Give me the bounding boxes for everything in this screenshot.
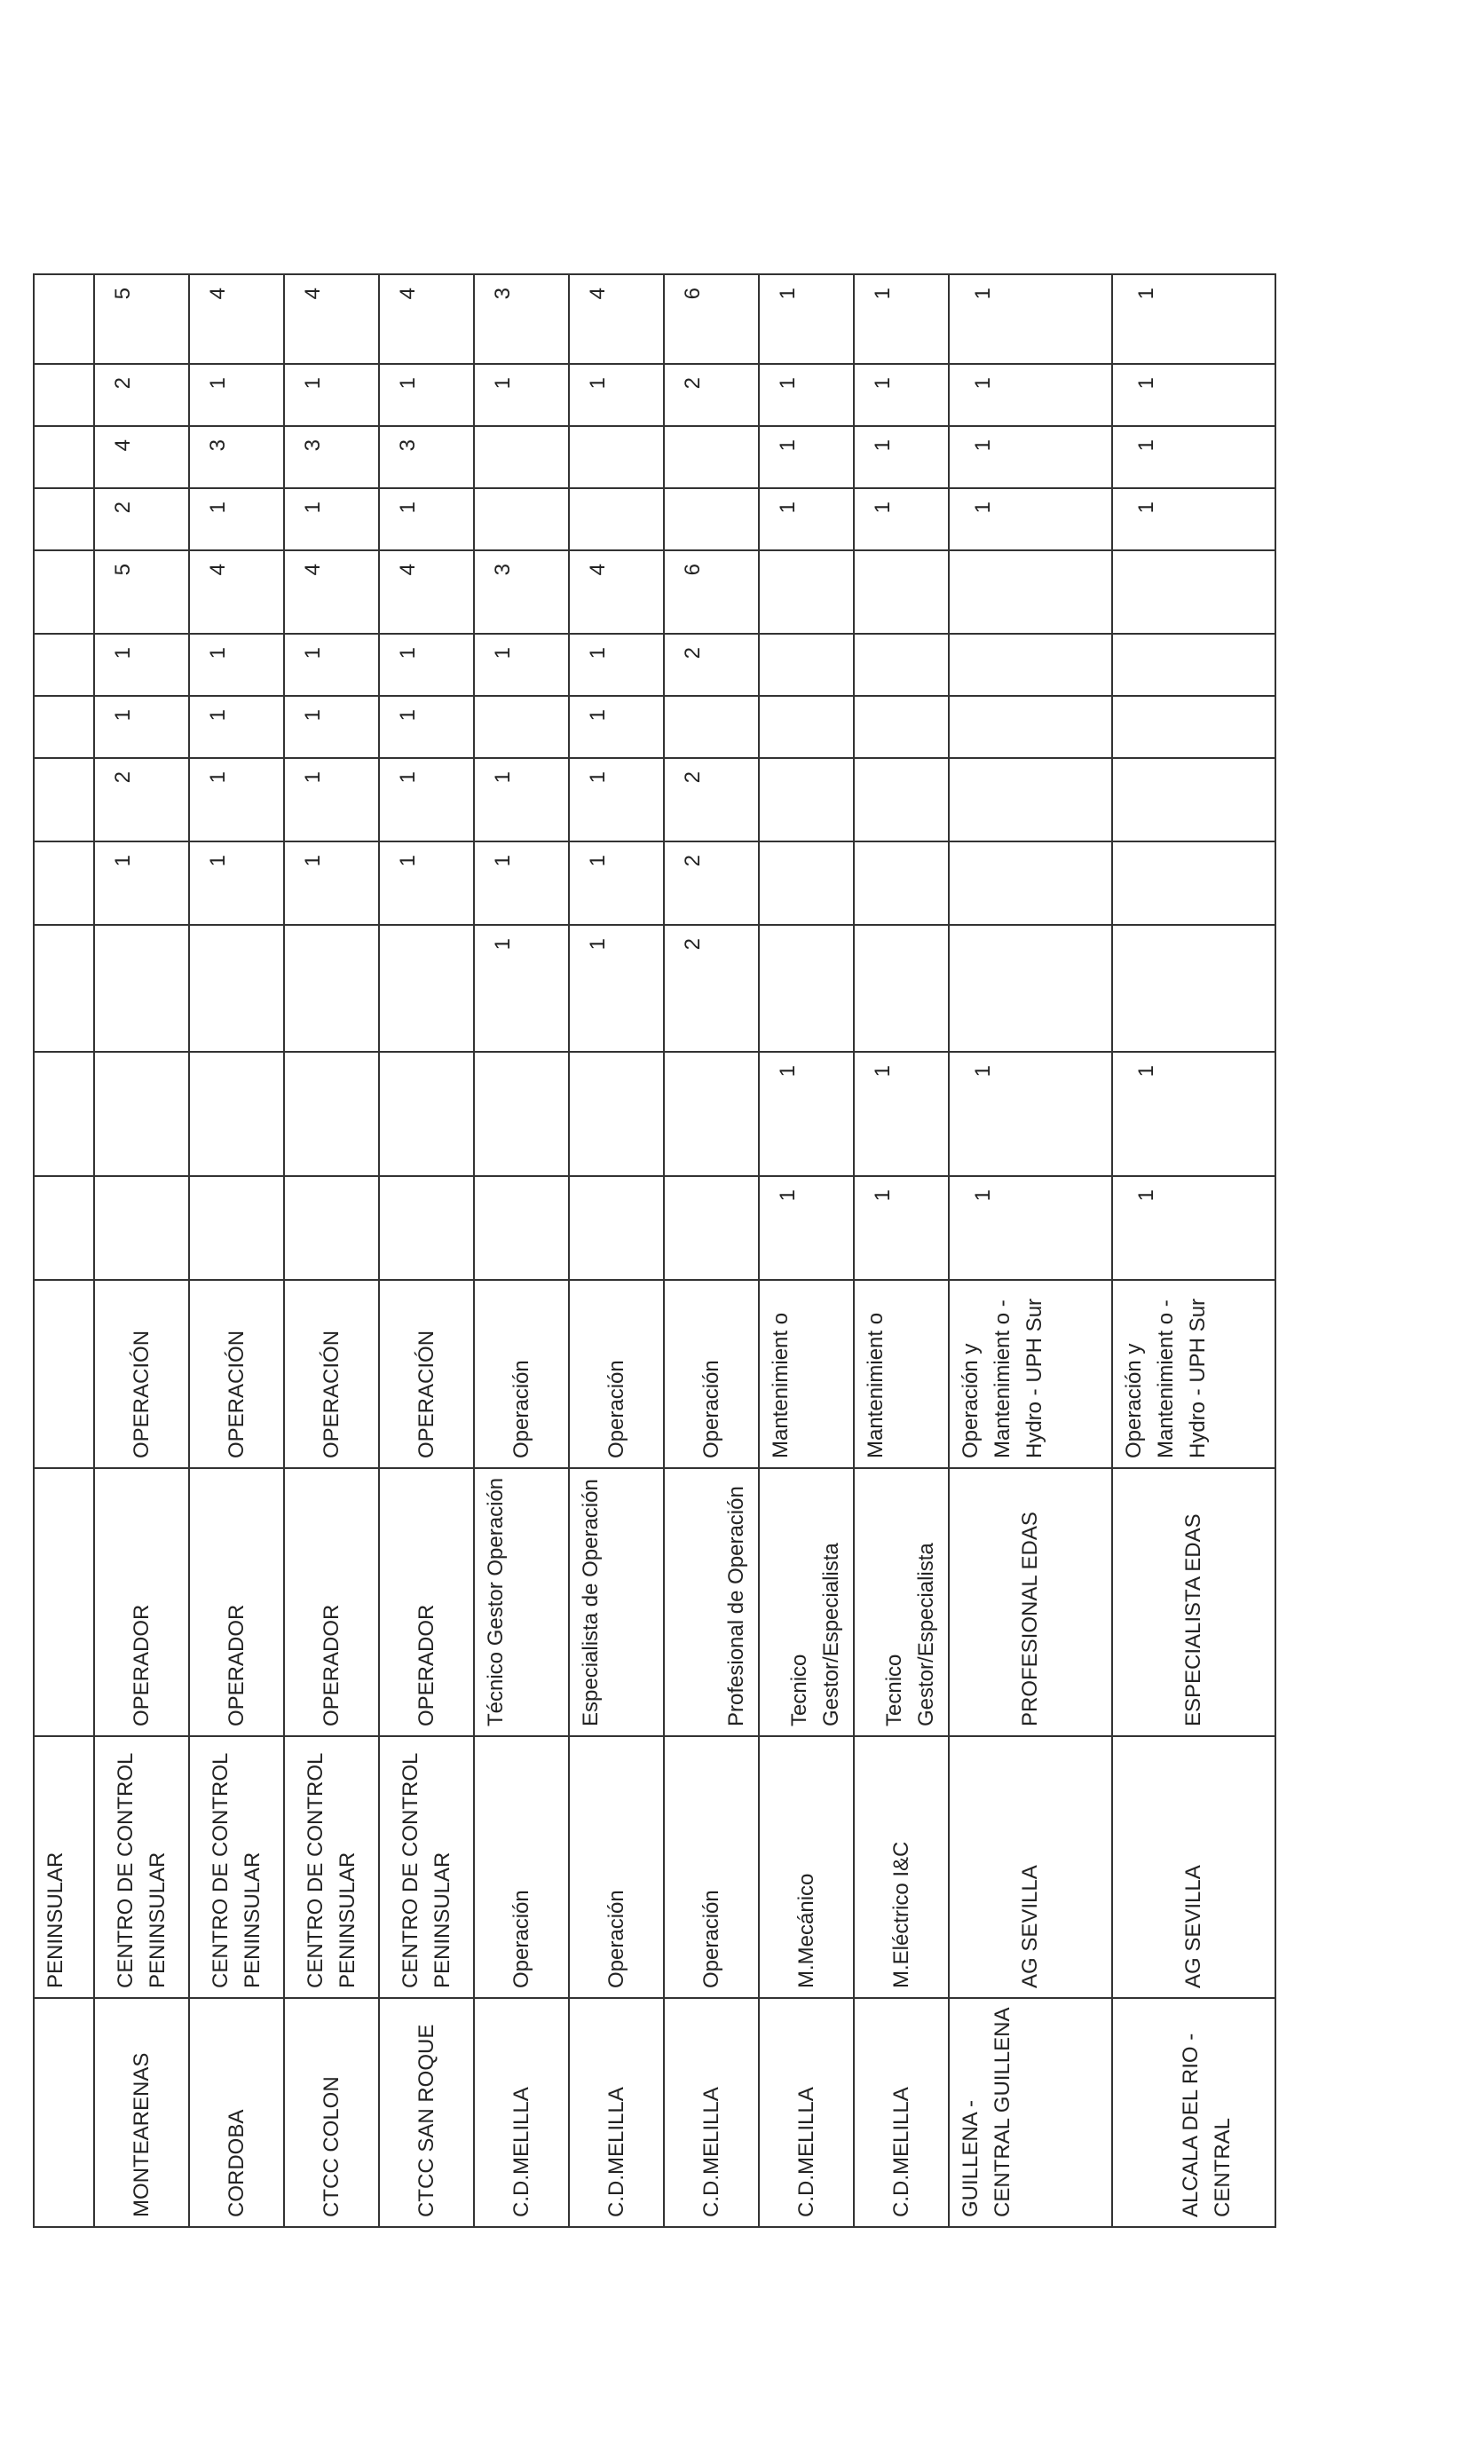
value-cell xyxy=(759,841,854,925)
value-cell: 1 xyxy=(1112,426,1275,488)
value-cell xyxy=(284,1052,379,1176)
header-cell xyxy=(34,488,94,550)
site-cell: CTCC COLON xyxy=(284,1998,379,2227)
value-cell: 4 xyxy=(189,550,284,634)
unit-cell: AG SEVILLA xyxy=(1112,1736,1275,1998)
value-cell: 1 xyxy=(949,364,1112,426)
value-cell xyxy=(474,696,569,758)
unit-cell: CENTRO DE CONTROL PENINSULAR xyxy=(189,1736,284,1998)
value-cell xyxy=(664,488,759,550)
site-cell: C.D.MELILLA xyxy=(664,1998,759,2227)
value-cell: 1 xyxy=(949,1052,1112,1176)
value-cell: 1 xyxy=(1112,1176,1275,1280)
table-row xyxy=(379,274,474,2227)
site-cell: CORDOBA xyxy=(189,1998,284,2227)
value-cell: 2 xyxy=(664,364,759,426)
value-cell: 1 xyxy=(284,758,379,841)
unit-cell: M.Eléctrico I&C xyxy=(854,1736,949,1998)
value-cell xyxy=(854,634,949,696)
value-cell: 1 xyxy=(379,758,474,841)
total-cell: 4 xyxy=(379,274,474,364)
value-cell xyxy=(569,488,664,550)
value-cell xyxy=(664,426,759,488)
table-body xyxy=(34,274,1275,2227)
header-cell xyxy=(34,634,94,696)
unit-cell: CENTRO DE CONTROL PENINSULAR xyxy=(379,1736,474,1998)
total-cell: 1 xyxy=(949,274,1112,364)
value-cell: 1 xyxy=(759,1052,854,1176)
value-cell xyxy=(474,488,569,550)
value-cell: 1 xyxy=(854,426,949,488)
header-cell xyxy=(34,550,94,634)
header-cell-peninsular: PENINSULAR xyxy=(34,1736,94,1998)
table-row xyxy=(284,274,379,2227)
value-cell xyxy=(474,426,569,488)
value-cell: 1 xyxy=(379,488,474,550)
value-cell xyxy=(1112,841,1275,925)
value-cell: 1 xyxy=(94,696,189,758)
value-cell xyxy=(379,1052,474,1176)
total-cell: 5 xyxy=(94,274,189,364)
value-cell xyxy=(94,925,189,1052)
unit-cell: CENTRO DE CONTROL PENINSULAR xyxy=(94,1736,189,1998)
value-cell: 2 xyxy=(94,758,189,841)
table-row xyxy=(759,274,854,2227)
value-cell xyxy=(664,1052,759,1176)
value-cell: 1 xyxy=(854,488,949,550)
total-cell: 6 xyxy=(664,274,759,364)
value-cell: 4 xyxy=(94,426,189,488)
area-cell: Operación xyxy=(664,1280,759,1468)
value-cell xyxy=(949,550,1112,634)
value-cell: 1 xyxy=(284,696,379,758)
value-cell: 1 xyxy=(189,488,284,550)
value-cell: 5 xyxy=(94,550,189,634)
value-cell xyxy=(569,426,664,488)
value-cell: 1 xyxy=(1112,1052,1275,1176)
value-cell: 1 xyxy=(94,634,189,696)
role-cell: OPERADOR xyxy=(189,1468,284,1736)
header-cell xyxy=(34,758,94,841)
site-cell: CTCC SAN ROQUE xyxy=(379,1998,474,2227)
role-cell: OPERADOR xyxy=(94,1468,189,1736)
value-cell: 2 xyxy=(94,488,189,550)
site-cell: ALCALA DEL RIO - CENTRAL xyxy=(1112,1998,1275,2227)
value-cell: 1 xyxy=(284,488,379,550)
value-cell: 1 xyxy=(854,1052,949,1176)
total-cell: 1 xyxy=(759,274,854,364)
value-cell xyxy=(94,1176,189,1280)
value-cell: 1 xyxy=(569,634,664,696)
unit-cell: Operación xyxy=(474,1736,569,1998)
value-cell xyxy=(854,758,949,841)
header-cell xyxy=(34,696,94,758)
unit-cell: CENTRO DE CONTROL PENINSULAR xyxy=(284,1736,379,1998)
value-cell: 2 xyxy=(664,634,759,696)
value-cell: 1 xyxy=(569,758,664,841)
table-row xyxy=(1112,274,1275,2227)
table-row xyxy=(189,274,284,2227)
value-cell: 1 xyxy=(759,364,854,426)
role-cell: Especialista de Operación xyxy=(569,1468,664,1736)
role-cell: OPERADOR xyxy=(284,1468,379,1736)
value-cell xyxy=(284,925,379,1052)
value-cell: 1 xyxy=(759,1176,854,1280)
value-cell: 1 xyxy=(189,634,284,696)
value-cell: 1 xyxy=(474,841,569,925)
header-cell xyxy=(34,426,94,488)
value-cell: 1 xyxy=(189,696,284,758)
header-cell xyxy=(34,1998,94,2227)
value-cell: 1 xyxy=(284,364,379,426)
value-cell xyxy=(949,925,1112,1052)
area-cell: Operación xyxy=(474,1280,569,1468)
value-cell xyxy=(759,925,854,1052)
header-cell xyxy=(34,925,94,1052)
value-cell xyxy=(949,841,1112,925)
value-cell: 1 xyxy=(189,758,284,841)
value-cell: 2 xyxy=(664,841,759,925)
value-cell: 1 xyxy=(474,758,569,841)
area-cell: OPERACIÓN xyxy=(94,1280,189,1468)
area-cell: OPERACIÓN xyxy=(284,1280,379,1468)
value-cell: 4 xyxy=(284,550,379,634)
value-cell: 1 xyxy=(759,488,854,550)
value-cell xyxy=(759,550,854,634)
value-cell xyxy=(949,758,1112,841)
value-cell: 1 xyxy=(189,841,284,925)
unit-cell: Operación xyxy=(569,1736,664,1998)
table-row xyxy=(94,274,189,2227)
total-cell: 4 xyxy=(189,274,284,364)
value-cell xyxy=(569,1176,664,1280)
site-cell: C.D.MELILLA xyxy=(474,1998,569,2227)
value-cell xyxy=(854,841,949,925)
area-cell: Mantenimient o xyxy=(759,1280,854,1468)
header-cell xyxy=(34,841,94,925)
value-cell: 2 xyxy=(664,758,759,841)
value-cell xyxy=(189,1052,284,1176)
header-cell xyxy=(34,1052,94,1176)
value-cell: 1 xyxy=(949,1176,1112,1280)
value-cell: 1 xyxy=(284,841,379,925)
total-cell: 3 xyxy=(474,274,569,364)
value-cell xyxy=(189,925,284,1052)
table-row xyxy=(569,274,664,2227)
value-cell xyxy=(759,696,854,758)
site-cell: C.D.MELILLA xyxy=(569,1998,664,2227)
area-cell: Operación y Mantenimient o - Hydro - UPH Sur xyxy=(949,1280,1112,1468)
total-cell: 1 xyxy=(1112,274,1275,364)
table-row xyxy=(854,274,949,2227)
area-cell: OPERACIÓN xyxy=(379,1280,474,1468)
value-cell: 1 xyxy=(759,426,854,488)
value-cell xyxy=(474,1176,569,1280)
header-cell xyxy=(34,1176,94,1280)
value-cell: 1 xyxy=(94,841,189,925)
header-cell xyxy=(34,1468,94,1736)
value-cell xyxy=(1112,925,1275,1052)
value-cell xyxy=(664,1176,759,1280)
site-cell: MONTEARENAS xyxy=(94,1998,189,2227)
value-cell: 1 xyxy=(379,634,474,696)
value-cell xyxy=(1112,550,1275,634)
value-cell xyxy=(1112,696,1275,758)
total-cell: 4 xyxy=(569,274,664,364)
value-cell: 1 xyxy=(284,634,379,696)
value-cell xyxy=(189,1176,284,1280)
table-row xyxy=(664,274,759,2227)
value-cell: 4 xyxy=(569,550,664,634)
total-cell: 4 xyxy=(284,274,379,364)
value-cell: 1 xyxy=(1112,364,1275,426)
value-cell: 4 xyxy=(379,550,474,634)
value-cell: 1 xyxy=(854,1176,949,1280)
value-cell: 2 xyxy=(664,925,759,1052)
role-cell: Tecnico Gestor/Especialista xyxy=(854,1468,949,1736)
value-cell: 3 xyxy=(284,426,379,488)
value-cell: 1 xyxy=(569,925,664,1052)
unit-cell: Operación xyxy=(664,1736,759,1998)
value-cell: 1 xyxy=(854,364,949,426)
value-cell: 1 xyxy=(379,696,474,758)
value-cell xyxy=(1112,758,1275,841)
role-cell: Técnico Gestor Operación xyxy=(474,1468,569,1736)
value-cell xyxy=(1112,634,1275,696)
value-cell: 1 xyxy=(474,364,569,426)
header-cell xyxy=(34,364,94,426)
rotated-table-wrapper xyxy=(33,275,1267,2228)
role-cell: Tecnico Gestor/Especialista xyxy=(759,1468,854,1736)
value-cell: 1 xyxy=(379,364,474,426)
value-cell: 1 xyxy=(569,841,664,925)
table-row xyxy=(474,274,569,2227)
role-cell: ESPECIALISTA EDAS xyxy=(1112,1468,1275,1736)
area-cell: OPERACIÓN xyxy=(189,1280,284,1468)
value-cell xyxy=(379,925,474,1052)
area-cell: Mantenimient o xyxy=(854,1280,949,1468)
value-cell: 1 xyxy=(949,488,1112,550)
header-cell xyxy=(34,1280,94,1468)
area-cell: Operación y Mantenimient o - Hydro - UPH Sur xyxy=(1112,1280,1275,1468)
value-cell: 6 xyxy=(664,550,759,634)
site-cell: C.D.MELILLA xyxy=(854,1998,949,2227)
value-cell: 1 xyxy=(379,841,474,925)
role-cell: OPERADOR xyxy=(379,1468,474,1736)
value-cell: 1 xyxy=(949,426,1112,488)
site-cell: C.D.MELILLA xyxy=(759,1998,854,2227)
value-cell xyxy=(474,1052,569,1176)
value-cell: 1 xyxy=(474,634,569,696)
value-cell xyxy=(759,634,854,696)
value-cell: 1 xyxy=(569,696,664,758)
value-cell: 2 xyxy=(94,364,189,426)
value-cell: 3 xyxy=(379,426,474,488)
header-cell xyxy=(34,274,94,364)
value-cell xyxy=(854,550,949,634)
total-cell: 1 xyxy=(854,274,949,364)
value-cell xyxy=(949,696,1112,758)
value-cell xyxy=(854,925,949,1052)
value-cell xyxy=(664,696,759,758)
value-cell xyxy=(759,758,854,841)
value-cell xyxy=(94,1052,189,1176)
value-cell: 3 xyxy=(189,426,284,488)
unit-cell: AG SEVILLA xyxy=(949,1736,1112,1998)
unit-cell: M.Mecánico xyxy=(759,1736,854,1998)
role-cell: PROFESIONAL EDAS xyxy=(949,1468,1112,1736)
value-cell xyxy=(854,696,949,758)
value-cell xyxy=(569,1052,664,1176)
area-cell: Operación xyxy=(569,1280,664,1468)
role-cell: Profesional de Operación xyxy=(664,1468,759,1736)
staffing-table xyxy=(33,273,1276,2228)
value-cell: 1 xyxy=(569,364,664,426)
value-cell: 1 xyxy=(1112,488,1275,550)
table-header-row xyxy=(34,274,94,2227)
value-cell xyxy=(949,634,1112,696)
value-cell xyxy=(284,1176,379,1280)
value-cell: 1 xyxy=(189,364,284,426)
value-cell: 3 xyxy=(474,550,569,634)
value-cell: 1 xyxy=(474,925,569,1052)
value-cell xyxy=(379,1176,474,1280)
site-cell: GUILLENA - CENTRAL GUILLENA xyxy=(949,1998,1112,2227)
table-row xyxy=(949,274,1112,2227)
